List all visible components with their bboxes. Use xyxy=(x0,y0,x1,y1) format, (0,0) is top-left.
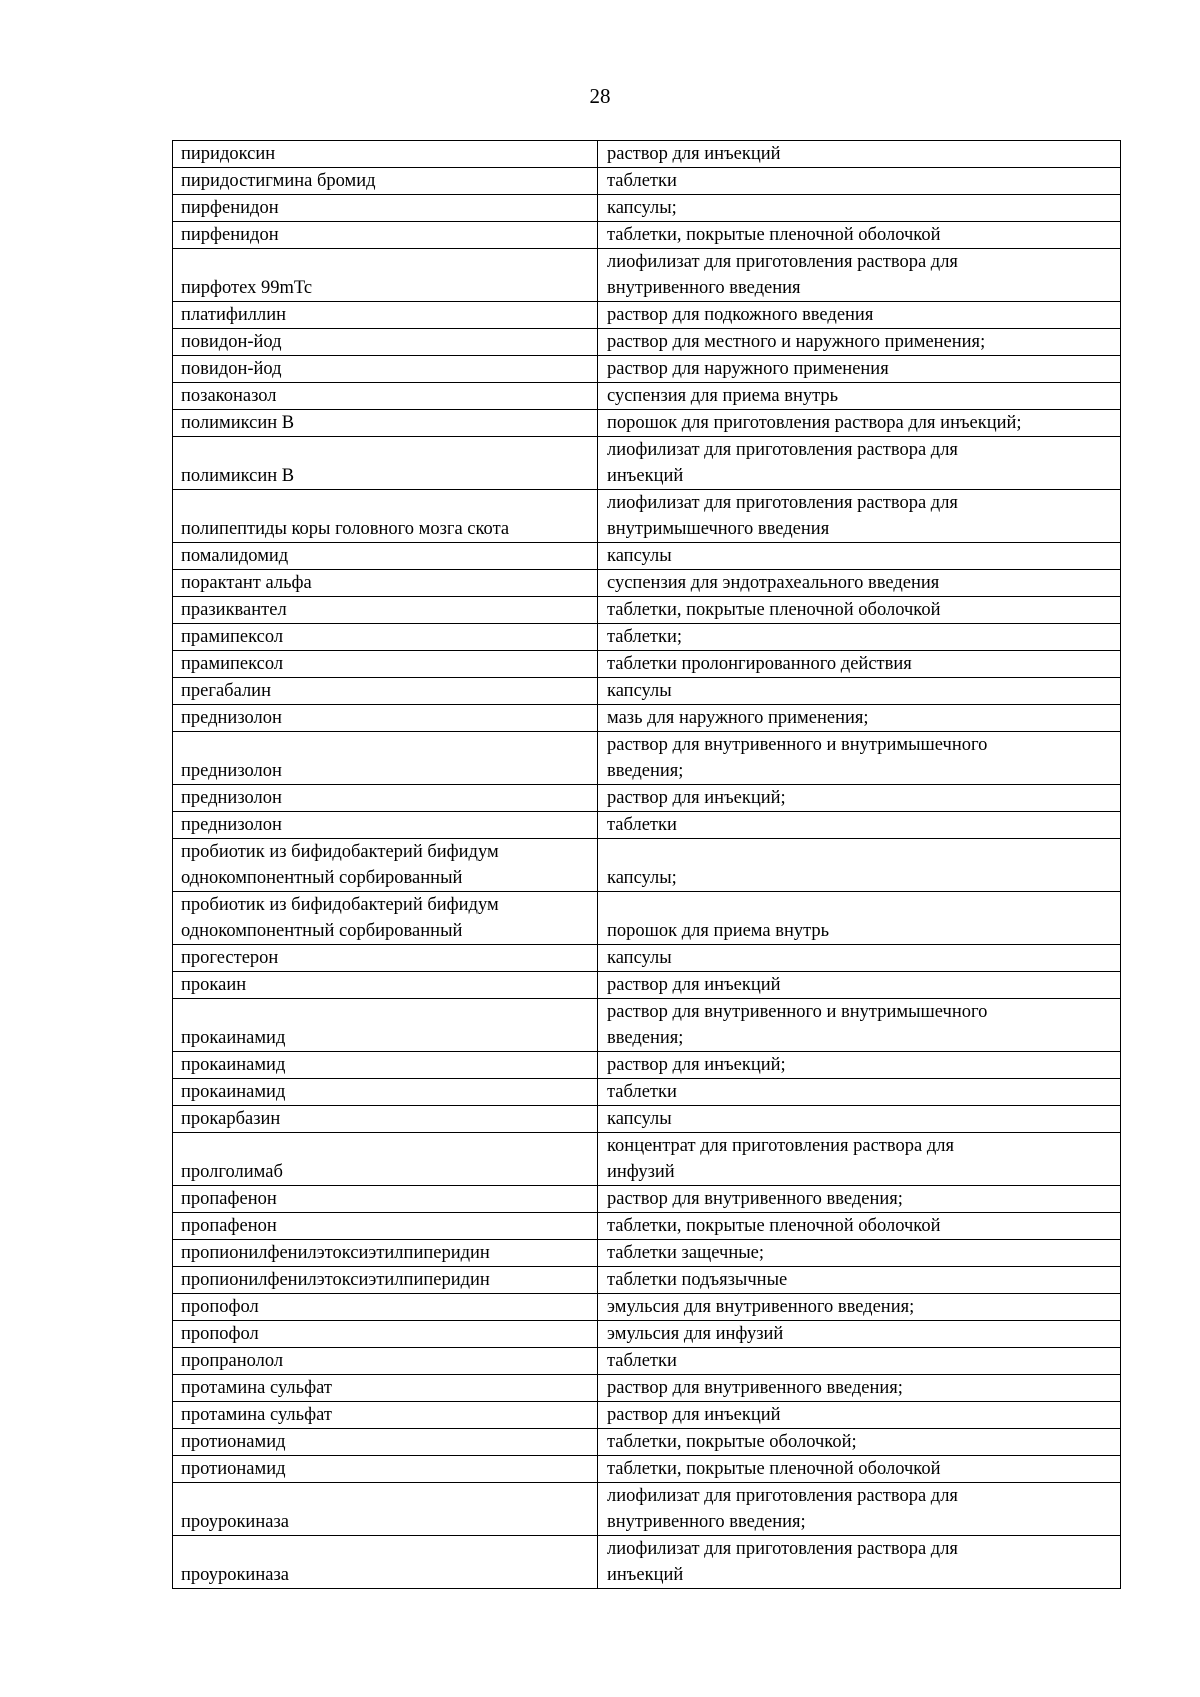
drug-name-cell: проурокиназа xyxy=(173,1536,598,1589)
table-row xyxy=(173,597,1121,624)
table-row xyxy=(173,1375,1121,1402)
table-row xyxy=(173,168,1121,195)
table-row xyxy=(173,999,1121,1052)
dosage-form-cell: таблетки xyxy=(598,1079,1121,1106)
table-row xyxy=(173,249,1121,302)
drug-name-cell: прамипексол xyxy=(173,651,598,678)
table-row xyxy=(173,678,1121,705)
dosage-form-cell: таблетки xyxy=(598,1348,1121,1375)
dosage-form-cell: капсулы xyxy=(598,543,1121,570)
dosage-form-cell: таблетки, покрытые пленочной оболочкой xyxy=(598,1213,1121,1240)
table-row xyxy=(173,785,1121,812)
dosage-form-cell: таблетки, покрытые пленочной оболочкой xyxy=(598,1456,1121,1483)
table-row xyxy=(173,356,1121,383)
dosage-form-cell: капсулы; xyxy=(598,195,1121,222)
dosage-form-cell: таблетки xyxy=(598,812,1121,839)
dosage-form-cell: раствор для местного и наружного применения; xyxy=(598,329,1121,356)
dosage-form-cell: таблетки защечные; xyxy=(598,1240,1121,1267)
drug-name-cell: помалидомид xyxy=(173,543,598,570)
table-row xyxy=(173,624,1121,651)
drug-name-cell: пропионилфенилэтоксиэтилпиперидин xyxy=(173,1240,598,1267)
dosage-form-cell: капсулы; xyxy=(598,839,1121,892)
drug-name-cell: пропионилфенилэтоксиэтилпиперидин xyxy=(173,1267,598,1294)
drug-name-cell: прокаинамид xyxy=(173,1079,598,1106)
drug-name-cell: позаконазол xyxy=(173,383,598,410)
drug-name-cell: прегабалин xyxy=(173,678,598,705)
drug-name-cell: прогестерон xyxy=(173,945,598,972)
table-row xyxy=(173,732,1121,785)
drug-name-cell: пирфенидон xyxy=(173,195,598,222)
drug-name-cell: пиридостигмина бромид xyxy=(173,168,598,195)
drug-name-cell: пропафенон xyxy=(173,1213,598,1240)
table-row xyxy=(173,195,1121,222)
dosage-form-cell: раствор для инъекций; xyxy=(598,1052,1121,1079)
drug-name-cell: пирфенидон xyxy=(173,222,598,249)
table-row xyxy=(173,1402,1121,1429)
drug-name-cell: протамина сульфат xyxy=(173,1375,598,1402)
table-row xyxy=(173,1429,1121,1456)
drug-name-cell: пропофол xyxy=(173,1321,598,1348)
drug-name-cell: прамипексол xyxy=(173,624,598,651)
drug-name-cell: пропранолол xyxy=(173,1348,598,1375)
table-row xyxy=(173,651,1121,678)
table-row xyxy=(173,141,1121,168)
dosage-form-cell: таблетки, покрытые пленочной оболочкой xyxy=(598,597,1121,624)
dosage-form-cell: лиофилизат для приготовления раствора для инъекций xyxy=(598,437,1121,490)
dosage-form-cell: эмульсия для инфузий xyxy=(598,1321,1121,1348)
dosage-form-cell: раствор для внутривенного введения; xyxy=(598,1375,1121,1402)
table-row xyxy=(173,329,1121,356)
drug-name-cell: пропафенон xyxy=(173,1186,598,1213)
dosage-form-cell: лиофилизат для приготовления раствора для внутривенного введения; xyxy=(598,1483,1121,1536)
table-row xyxy=(173,1133,1121,1186)
drug-name-cell: прокаинамид xyxy=(173,1052,598,1079)
drug-name-cell: преднизолон xyxy=(173,812,598,839)
table-row xyxy=(173,1348,1121,1375)
drug-name-cell: протионамид xyxy=(173,1429,598,1456)
dosage-form-cell: таблетки; xyxy=(598,624,1121,651)
drug-name-cell: преднизолон xyxy=(173,705,598,732)
drug-name-cell: проурокиназа xyxy=(173,1483,598,1536)
drug-name-cell: пробиотик из бифидобактерий бифидум однокомпонентный сорбированный xyxy=(173,839,598,892)
drug-name-cell: полипептиды коры головного мозга скота xyxy=(173,490,598,543)
drug-name-cell: пиридоксин xyxy=(173,141,598,168)
drug-name-cell: преднизолон xyxy=(173,732,598,785)
table-row xyxy=(173,892,1121,945)
drug-name-cell: пропофол xyxy=(173,1294,598,1321)
drug-name-cell: прокаинамид xyxy=(173,999,598,1052)
dosage-form-cell: раствор для инъекций xyxy=(598,1402,1121,1429)
drug-name-cell: протамина сульфат xyxy=(173,1402,598,1429)
dosage-form-cell: раствор для инъекций xyxy=(598,141,1121,168)
drug-name-cell: повидон-йод xyxy=(173,356,598,383)
dosage-form-cell: раствор для подкожного введения xyxy=(598,302,1121,329)
table-row xyxy=(173,302,1121,329)
dosage-form-cell: раствор для инъекций; xyxy=(598,785,1121,812)
dosage-form-cell: эмульсия для внутривенного введения; xyxy=(598,1294,1121,1321)
dosage-form-cell: таблетки пролонгированного действия xyxy=(598,651,1121,678)
table-row xyxy=(173,839,1121,892)
dosage-form-cell: лиофилизат для приготовления раствора для инъекций xyxy=(598,1536,1121,1589)
table-row xyxy=(173,1267,1121,1294)
table-row xyxy=(173,383,1121,410)
dosage-form-cell: таблетки, покрытые пленочной оболочкой xyxy=(598,222,1121,249)
dosage-form-cell: суспензия для приема внутрь xyxy=(598,383,1121,410)
table-row xyxy=(173,1240,1121,1267)
drug-name-cell: преднизолон xyxy=(173,785,598,812)
dosage-form-cell: раствор для инъекций xyxy=(598,972,1121,999)
dosage-form-cell: таблетки, покрытые оболочкой; xyxy=(598,1429,1121,1456)
dosage-form-cell: раствор для внутривенного и внутримышечного введения; xyxy=(598,732,1121,785)
dosage-form-cell: раствор для внутривенного и внутримышечного введения; xyxy=(598,999,1121,1052)
drug-name-cell: пробиотик из бифидобактерий бифидум однокомпонентный сорбированный xyxy=(173,892,598,945)
table-row xyxy=(173,410,1121,437)
drug-name-cell: празиквантел xyxy=(173,597,598,624)
dosage-form-cell: раствор для наружного применения xyxy=(598,356,1121,383)
dosage-form-cell: порошок для приготовления раствора для инъекций; xyxy=(598,410,1121,437)
table-row xyxy=(173,1186,1121,1213)
drug-name-cell: пролголимаб xyxy=(173,1133,598,1186)
drug-name-cell: пирфотех 99mTc xyxy=(173,249,598,302)
dosage-form-cell: раствор для внутривенного введения; xyxy=(598,1186,1121,1213)
page-number: 28 xyxy=(589,84,611,108)
table-row xyxy=(173,1294,1121,1321)
table-row xyxy=(173,222,1121,249)
table-row xyxy=(173,945,1121,972)
table-row xyxy=(173,1536,1121,1589)
drug-table xyxy=(172,140,1121,1589)
drug-name-cell: полимиксин B xyxy=(173,437,598,490)
drug-name-cell: протионамид xyxy=(173,1456,598,1483)
dosage-form-cell: суспензия для эндотрахеального введения xyxy=(598,570,1121,597)
table-row xyxy=(173,1483,1121,1536)
drug-name-cell: платифиллин xyxy=(173,302,598,329)
dosage-form-cell: концентрат для приготовления раствора для инфузий xyxy=(598,1133,1121,1186)
table-row xyxy=(173,437,1121,490)
drug-name-cell: порактант альфа xyxy=(173,570,598,597)
drug-name-cell: прокаин xyxy=(173,972,598,999)
dosage-form-cell: лиофилизат для приготовления раствора для внутримышечного введения xyxy=(598,490,1121,543)
drug-table-body xyxy=(173,141,1121,1589)
dosage-form-cell: капсулы xyxy=(598,945,1121,972)
dosage-form-cell: капсулы xyxy=(598,678,1121,705)
table-row xyxy=(173,570,1121,597)
table-row xyxy=(173,1106,1121,1133)
table-row xyxy=(173,1052,1121,1079)
drug-name-cell: прокарбазин xyxy=(173,1106,598,1133)
table-row xyxy=(173,1321,1121,1348)
table-row xyxy=(173,490,1121,543)
dosage-form-cell: таблетки xyxy=(598,168,1121,195)
dosage-form-cell: капсулы xyxy=(598,1106,1121,1133)
table-row xyxy=(173,705,1121,732)
dosage-form-cell: лиофилизат для приготовления раствора для внутривенного введения xyxy=(598,249,1121,302)
table-row xyxy=(173,1213,1121,1240)
table-row xyxy=(173,543,1121,570)
table-row xyxy=(173,1079,1121,1106)
table-row xyxy=(173,972,1121,999)
table-row xyxy=(173,812,1121,839)
drug-name-cell: повидон-йод xyxy=(173,329,598,356)
dosage-form-cell: мазь для наружного применения; xyxy=(598,705,1121,732)
drug-name-cell: полимиксин B xyxy=(173,410,598,437)
dosage-form-cell: таблетки подъязычные xyxy=(598,1267,1121,1294)
table-row xyxy=(173,1456,1121,1483)
dosage-form-cell: порошок для приема внутрь xyxy=(598,892,1121,945)
